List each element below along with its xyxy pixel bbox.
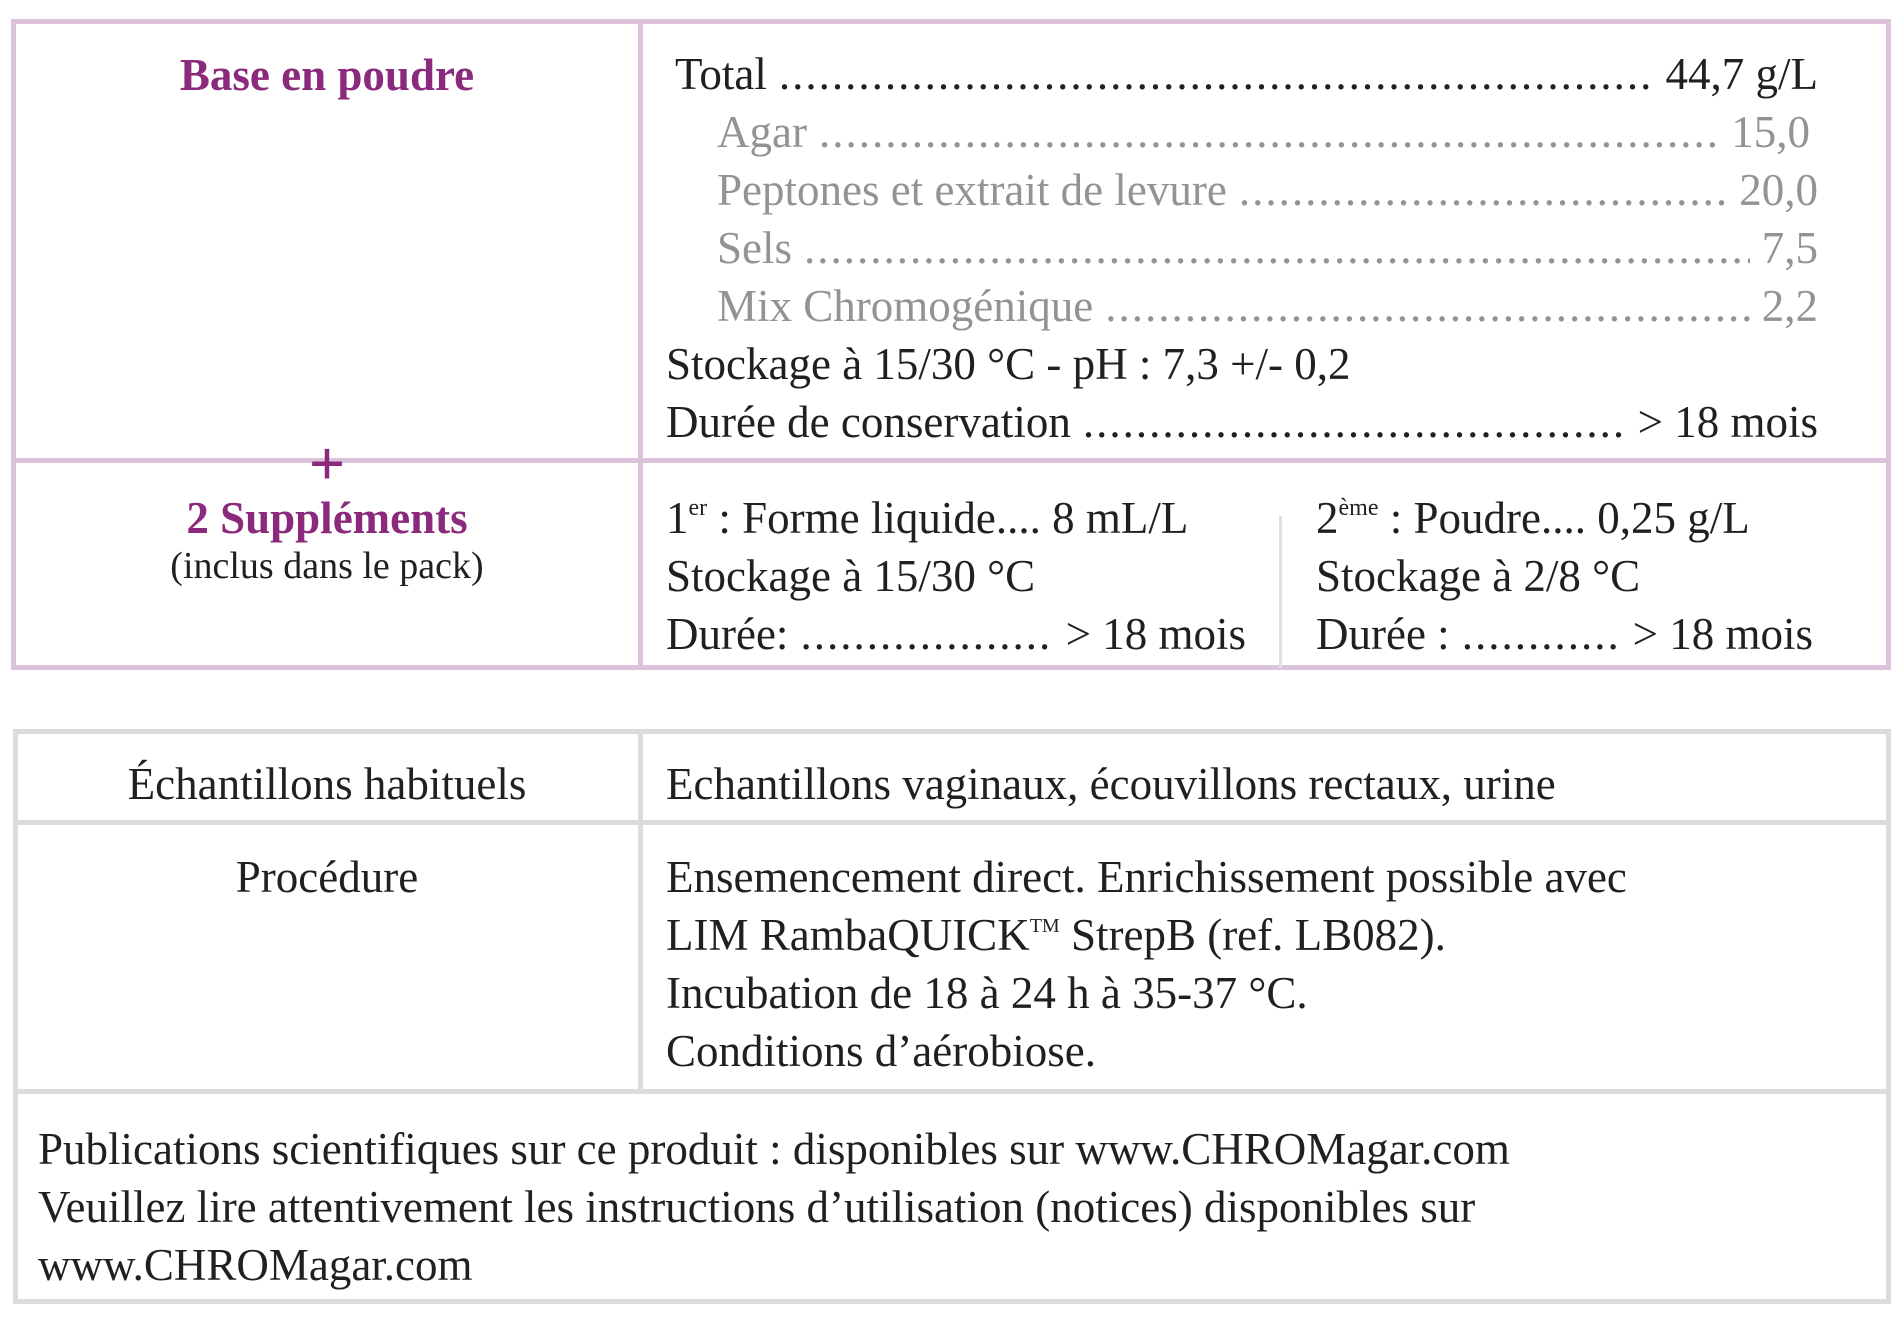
- component-label: Sels: [717, 223, 793, 273]
- component-value: 20,0: [1739, 165, 1818, 215]
- supplement-1-storage: Stockage à 15/30 °C: [666, 551, 1036, 601]
- samples-label: Échantillons habituels: [127, 759, 527, 809]
- leader-dots: [804, 220, 1750, 276]
- leader-dots: [1083, 394, 1626, 450]
- leader-dots: [819, 104, 1719, 160]
- supplement-2-value: 0,25 g/L: [1597, 493, 1750, 543]
- supplement-2-duration: [1316, 606, 1813, 662]
- duration-label: Durée:: [666, 609, 789, 659]
- total-row: [675, 46, 1818, 102]
- shelf-life-label: Durée de conservation: [666, 397, 1071, 447]
- supplements-subtitle: (inclus dans le pack): [170, 545, 484, 587]
- usage-row-divider: [13, 1089, 1891, 1094]
- base-title: Base en poudre: [179, 50, 475, 100]
- duration-value: > 18 mois: [1632, 609, 1813, 659]
- total-label: Total: [675, 49, 767, 99]
- footer-line-2: Veuillez lire attentivement les instructions d’utilisation (notices) disponibles sur: [38, 1182, 1476, 1232]
- leader-dots: [1462, 606, 1621, 662]
- component-value: 15,0: [1731, 107, 1810, 157]
- shelf-life-row: [666, 394, 1818, 450]
- footer-line-1: Publications scientifiques sur ce produit : disponibles sur www.CHROMagar.com: [38, 1124, 1510, 1174]
- supplement-divider: [1279, 516, 1282, 668]
- trademark-symbol: TM: [1029, 915, 1060, 937]
- component-row: [717, 104, 1810, 160]
- component-value: 7,5: [1761, 223, 1818, 273]
- supplement-2-ordinal: 2: [1316, 493, 1339, 543]
- component-row: [717, 162, 1818, 218]
- shelf-life-value: > 18 mois: [1637, 397, 1818, 447]
- leader-dots: [1105, 278, 1750, 334]
- supplement-1-value: 8 mL/L: [1052, 493, 1189, 543]
- total-value: 44,7 g/L: [1665, 49, 1818, 99]
- component-label: Agar: [717, 107, 807, 157]
- supplement-1-ordinal-suffix: er: [688, 495, 708, 521]
- samples-value: Echantillons vaginaux, écouvillons rectaux, urine: [666, 759, 1556, 809]
- procedure-line-3: Incubation de 18 à 24 h à 35-37 °C.: [666, 968, 1308, 1018]
- leader-dots: [1239, 162, 1727, 218]
- supplement-1-ordinal: 1: [666, 493, 689, 543]
- procedure-product: LIM RambaQUICK: [666, 910, 1030, 960]
- footer-link[interactable]: www.CHROMagar.com: [38, 1240, 473, 1290]
- supplement-1-duration: [666, 606, 1246, 662]
- procedure-label: Procédure: [235, 852, 419, 902]
- leader-dots: [800, 606, 1053, 662]
- supplement-2-storage: Stockage à 2/8 °C: [1316, 551, 1641, 601]
- procedure-line-4: Conditions d’aérobiose.: [666, 1026, 1096, 1076]
- component-label: Mix Chromogénique: [717, 281, 1094, 331]
- base-storage: Stockage à 15/30 °C - pH : 7,3 +/- 0,2: [666, 339, 1351, 389]
- component-label: Peptones et extrait de levure: [717, 165, 1227, 215]
- supplement-1-label: : Forme liquide....: [718, 493, 1041, 543]
- leader-dots: [779, 46, 1654, 102]
- supplement-2-line: [1316, 490, 1750, 546]
- usage-row-divider: [13, 820, 1891, 825]
- component-row: [717, 278, 1818, 334]
- supplements-title: 2 Suppléments: [186, 493, 468, 543]
- procedure-product-ref: StrepB (ref. LB082).: [1059, 910, 1446, 960]
- component-value: 2,2: [1761, 281, 1818, 331]
- plus-symbol: +: [308, 428, 346, 499]
- duration-value: > 18 mois: [1065, 609, 1246, 659]
- supplement-1-line: [666, 490, 1188, 546]
- procedure-line-2: [666, 907, 1446, 963]
- duration-label: Durée :: [1316, 609, 1450, 659]
- procedure-line-1: Ensemencement direct. Enrichissement possible avec: [666, 852, 1627, 902]
- supplement-2-ordinal-suffix: ème: [1338, 495, 1379, 521]
- component-row: [717, 220, 1818, 276]
- supplement-2-label: : Poudre....: [1389, 493, 1586, 543]
